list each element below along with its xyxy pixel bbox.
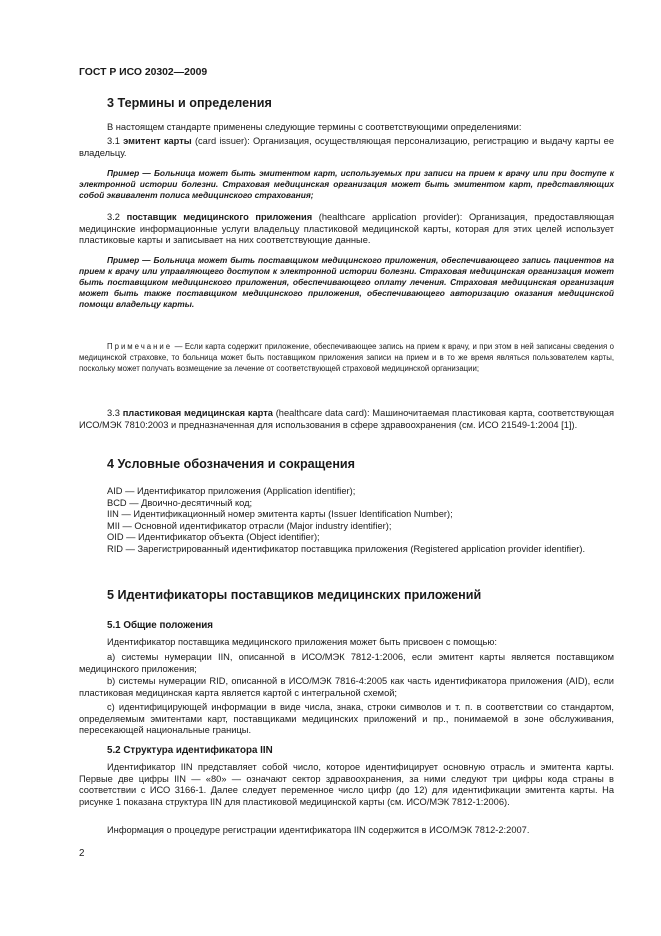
term-3-3-number: 3.3	[107, 408, 120, 418]
list-item-b: b) системы нумерации RID, описанной в ИСО/МЭК 7816-4:2005 как часть идентификатора приложения (AID), если пластиковая медицинская карта является картой с интегральной схемой;	[79, 676, 614, 698]
subsection-5-1-title: 5.1 Общие положения	[107, 620, 214, 631]
abbreviation-iin: IIN — Идентификационный номер эмитента карты (Issuer Identification Number);	[107, 509, 453, 520]
list-item-c: c) идентифицирующей информации в виде числа, знака, строки символов и т. п. в соответствии со стандартом, определяемым эмитентами карт, поставщиками медицинских приложений и пр., понимаемой в зоне обслуживания, пересекающей национальные границы.	[79, 702, 614, 736]
note-label: Примечание	[107, 342, 173, 351]
abbreviation-rid: RID — Зарегистрированный идентификатор поставщика приложения (Registered application provider identifier).	[107, 543, 586, 554]
section-3-title: 3 Термины и определения	[107, 96, 272, 110]
subsection-5-2-paragraph-1: Идентификатор IIN представляет собой число, которое идентифицирует основную отрасль и эмитента карты. Первые две цифры IIN — «80» — означают сектор здравоохранения, за ними следуют три цифры кода страны в соответствии с ИСО 3166-1. Далее следует переменное число цифр (до 12) для идентификации эмитента карты. На рисунке 1 показана структура IIN для пластиковой медицинской карты (см. ИСО/МЭК 7812-1:2006).	[79, 762, 614, 807]
term-3-3-term: пластиковая медицинская карта	[122, 408, 273, 418]
subsection-5-2-paragraph-2: Информация о процедуре регистрации идентификатора IIN содержится в ИСО/МЭК 7812-2:2007.	[107, 825, 530, 835]
section-5-title: 5 Идентификаторы поставщиков медицинских приложений	[107, 588, 482, 602]
term-3-2-number: 3.2	[107, 212, 120, 222]
page-number: 2	[79, 848, 85, 859]
term-3-2-definition: (healthcare application provider): Организация, предоставляющая медицинские информационные услуги владельцу пластиковой медицинской карты, которая для этих целей использует пластиковые карты и записывает на них соответствующие данные.	[79, 212, 614, 246]
term-3-1-term: эмитент карты	[123, 136, 192, 146]
abbreviation-aid: AID — Идентификатор приложения (Application identifier);	[107, 486, 356, 496]
note-text: — Если карта содержит приложение, обеспечивающее запись на прием к врачу, и при этом в ней записаны сведения о медицинской страховке, то больница может быть поставщиком приложения записи на прием и в то же время являться пользователем карты, поскольку может получать возмещение за лечение от соответствующей страховой медицинской организации;	[79, 342, 614, 373]
abbreviation-mii: MII — Основной идентификатор отрасли (Major industry identifier);	[107, 520, 392, 531]
subsection-5-2-title: 5.2 Структура идентификатора IIN	[107, 745, 273, 756]
example-2-lead: Пример —	[107, 255, 154, 265]
abbreviation-oid: OID — Идентификатор объекта (Object identifier);	[107, 532, 320, 543]
subsection-5-1-intro: Идентификатор поставщика медицинского приложения может быть присвоен с помощью:	[107, 637, 497, 647]
example-2-text: Больница может быть поставщиком медицинского приложения, обеспечивающего запись пациентов на прием к врачу или управляющего доступом к электронной истории болезни. Страховая медицинская организация может быть поставщиком медицинского приложения, обеспечивающего оплату лечения. Страховая медицинская организация может быть также поставщиком медицинского приложения, обеспечивающего авторизацию оказания медицинской помощи владельцу карты.	[79, 255, 614, 309]
example-1-lead: Пример —	[107, 168, 154, 178]
document-header: ГОСТ Р ИСО 20302—2009	[79, 67, 208, 78]
term-3-2	[79, 212, 614, 247]
term-3-1-number: 3.1	[107, 136, 120, 146]
example-1-text: Больница может быть эмитентом карт, используемых при записи на прием к врачу или при доступе к электронной истории болезни. Страховая медицинская организация может быть эмитентом карт, представляющих собой эквивалент полиса медицинского страхования;	[79, 168, 614, 200]
note	[79, 342, 614, 374]
term-3-2-term: поставщик медицинского приложения	[126, 212, 313, 222]
term-3-3	[79, 408, 614, 431]
abbreviation-bcd: BCD — Двоично-десятичный код;	[107, 497, 253, 508]
abbreviations-list	[79, 486, 614, 556]
example-2	[79, 255, 614, 310]
section-3-intro: В настоящем стандарте применены следующие термины с соответствующими определениями:	[107, 122, 522, 132]
section-4-title: 4 Условные обозначения и сокращения	[107, 457, 356, 471]
term-3-3-definition: (healthcare data card): Машиночитаемая пластиковая карта, соответствующая ИСО/МЭК 7810:2003 и предназначенная для использования в сфере здравоохранения (см. ИСО 21549-1:2004 [1]).	[79, 408, 614, 430]
example-1	[79, 168, 614, 201]
list-item-a: a) системы нумерации IIN, описанной в ИСО/МЭК 7812-1:2006, если эмитент карты является поставщиком медицинского приложения;	[79, 652, 614, 674]
term-3-1	[79, 136, 614, 159]
term-3-1-definition: (card issuer): Организация, осуществляющая персонализацию, регистрацию и выдачу карты ее владельцу.	[79, 136, 614, 158]
